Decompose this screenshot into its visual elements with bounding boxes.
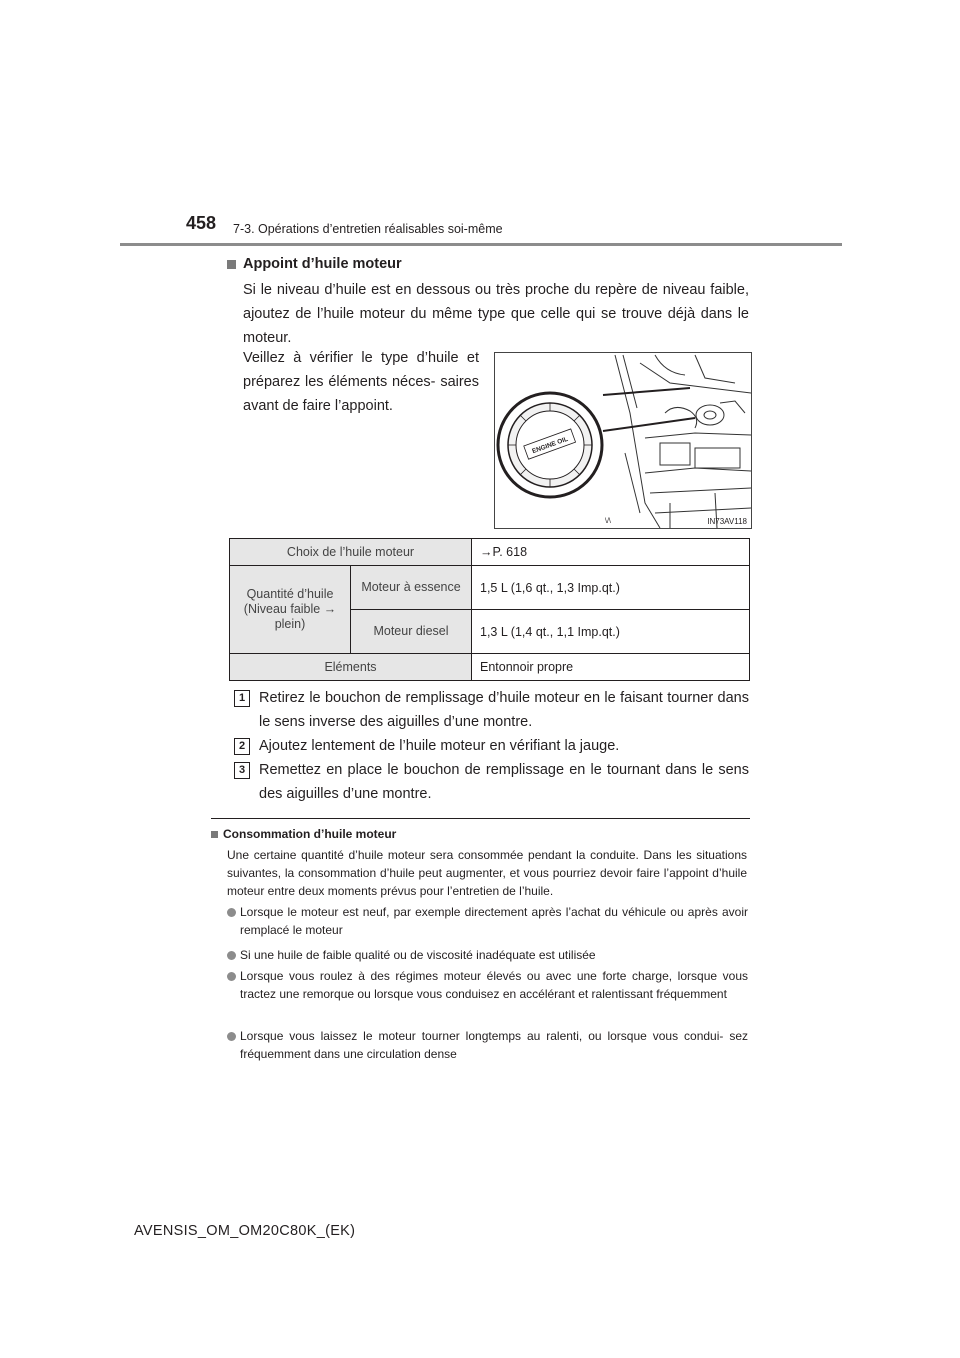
- bullet-icon: [227, 972, 236, 981]
- list-item: Lorsque vous laissez le moteur tourner longtemps au ralenti, ou lorsque vous condui- sez fréquemment dans une circulation dense: [240, 1029, 748, 1061]
- diesel-engine-value: 1,3 L (1,4 qt., 1,1 Imp.qt.): [472, 610, 750, 654]
- square-bullet-icon: [211, 831, 218, 838]
- list-item: Lorsque vous roulez à des régimes moteur élevés ou avec une forte charge, lorsque vous tractez une remorque ou lorsque vous conduisez en accélérant et ralentissant fréquemment: [240, 969, 748, 1001]
- petrol-engine-label: Moteur à essence: [351, 566, 472, 610]
- petrol-engine-value: 1,5 L (1,6 qt., 1,3 Imp.qt.): [472, 566, 750, 610]
- square-bullet-icon: [227, 260, 236, 269]
- step-number: 1: [234, 690, 250, 707]
- page-number: 458: [186, 213, 217, 233]
- step-text: Retirez le bouchon de remplissage d’huile moteur en le faisant tourner dans le sens inverse des aiguilles d’une montre.: [259, 690, 749, 730]
- section-intro: Si le niveau d’huile est en dessous ou très proche du repère de niveau faible, ajoutez de l’huile moteur du même type que celle qui se trouve déjà dans le moteur.: [243, 282, 749, 346]
- step-text: Remettez en place le bouchon de remplissage en le tournant dans le sens des aiguilles d’une montre.: [259, 762, 749, 802]
- table-row: [230, 566, 750, 610]
- header-rule: [120, 243, 842, 246]
- diesel-engine-label: Moteur diesel: [351, 610, 472, 654]
- footer-code: AVENSIS_OM_OM20C80K_(EK): [134, 1223, 356, 1239]
- table-row: [230, 539, 750, 566]
- section-heading: [227, 256, 402, 272]
- oil-spec-table: [229, 538, 750, 681]
- oil-choice-label: Choix de l’huile moteur: [230, 539, 472, 566]
- figure-code: IN73AV118: [707, 517, 747, 526]
- consumption-heading: [211, 827, 396, 841]
- list-item: Si une huile de faible qualité ou de viscosité inadéquate est utilisée: [240, 948, 596, 962]
- bullet-icon: [227, 951, 236, 960]
- section-note: Veillez à vérifier le type d’huile et préparez les éléments néces- saires avant de faire l’appoint.: [243, 350, 479, 414]
- oil-cap-illustration: [494, 352, 752, 529]
- engine-bay-drawing: [495, 353, 751, 528]
- consumption-heading-text: Consommation d’huile moteur: [223, 827, 397, 841]
- step-number: 3: [234, 762, 250, 779]
- section-heading-text: Appoint d’huile moteur: [243, 256, 402, 272]
- step-number: 2: [234, 738, 250, 755]
- consumption-intro: Une certaine quantité d’huile moteur sera consommée pendant la conduite. Dans les situations suivantes, la consommation d’huile peut augmenter, et vous pourriez devoir faire l’appoint d’huile moteur entre deux moments prévus pour l’entretien de l’huile.: [227, 848, 747, 898]
- items-value: Entonnoir propre: [472, 654, 750, 681]
- section-title: 7-3. Opérations d’entretien réalisables soi-même: [233, 222, 503, 236]
- oil-choice-value: →P. 618: [472, 539, 750, 566]
- step-text: Ajoutez lentement de l’huile moteur en vérifiant la jauge.: [259, 738, 620, 754]
- oil-quantity-label: Quantité d’huile (Niveau faible → plein): [230, 566, 351, 654]
- cap-label: ENGINE OIL: [531, 435, 570, 456]
- section-divider: [211, 818, 750, 819]
- list-item: Lorsque le moteur est neuf, par exemple directement après l’achat du véhicule ou après avoir remplacé le moteur: [240, 905, 748, 937]
- items-label: Eléments: [230, 654, 472, 681]
- bullet-icon: [227, 1032, 236, 1041]
- table-row: [230, 654, 750, 681]
- svg-text:\/\: \/\: [605, 518, 611, 525]
- bullet-icon: [227, 908, 236, 917]
